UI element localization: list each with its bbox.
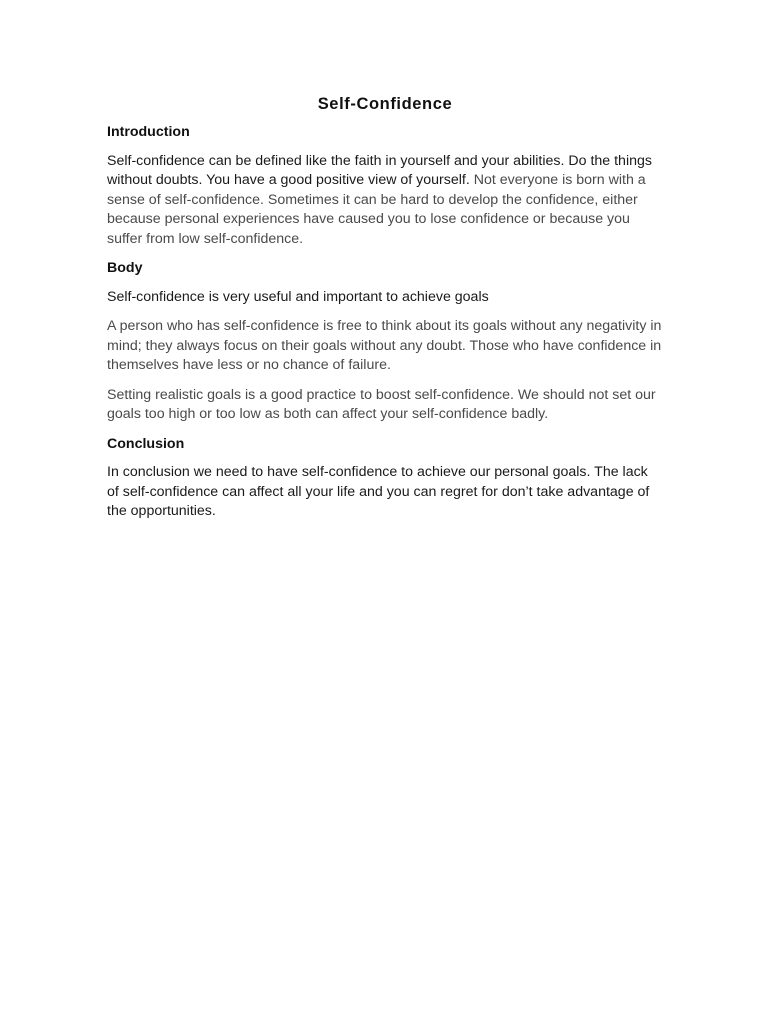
section-heading-introduction: Introduction [107,124,190,140]
section-heading-body: Body [107,260,143,276]
document-content [107,93,663,532]
document-title: Self-Confidence [317,95,453,113]
introduction-text-dark: Self-confidence can be defined like the faith in yourself and your abilities. Do the things without doubts. You have a good positive view of yourself. [107,152,652,188]
body-paragraph-2: A person who has self-confidence is free to think about its goals without any negativity in mind; they always focus on their goals without any doubt. Those who have confidence in themselves have less or no chance of failure. [107,318,662,373]
section-heading-conclusion: Conclusion [107,435,185,452]
body-paragraph-1: Self-confidence is very useful and important to achieve goals [107,288,489,305]
conclusion-paragraph: In conclusion we need to have self-confidence to achieve our personal goals. The lack of self-confidence can affect all your life and you can regret for don’t take advantage of the opportunities. [107,464,650,519]
introduction-paragraph [107,152,663,250]
introduction-text-light: Not everyone is born with a sense of self-confidence. Sometimes it can be hard to develop the confidence, either because personal experiences have caused you to lose confidence or because you suffer from low self-confidence. [107,172,646,247]
body-paragraph-3: Setting realistic goals is a good practice to boost self-confidence. We should not set our goals too high or too low as both can affect your self-confidence badly. [107,386,656,422]
